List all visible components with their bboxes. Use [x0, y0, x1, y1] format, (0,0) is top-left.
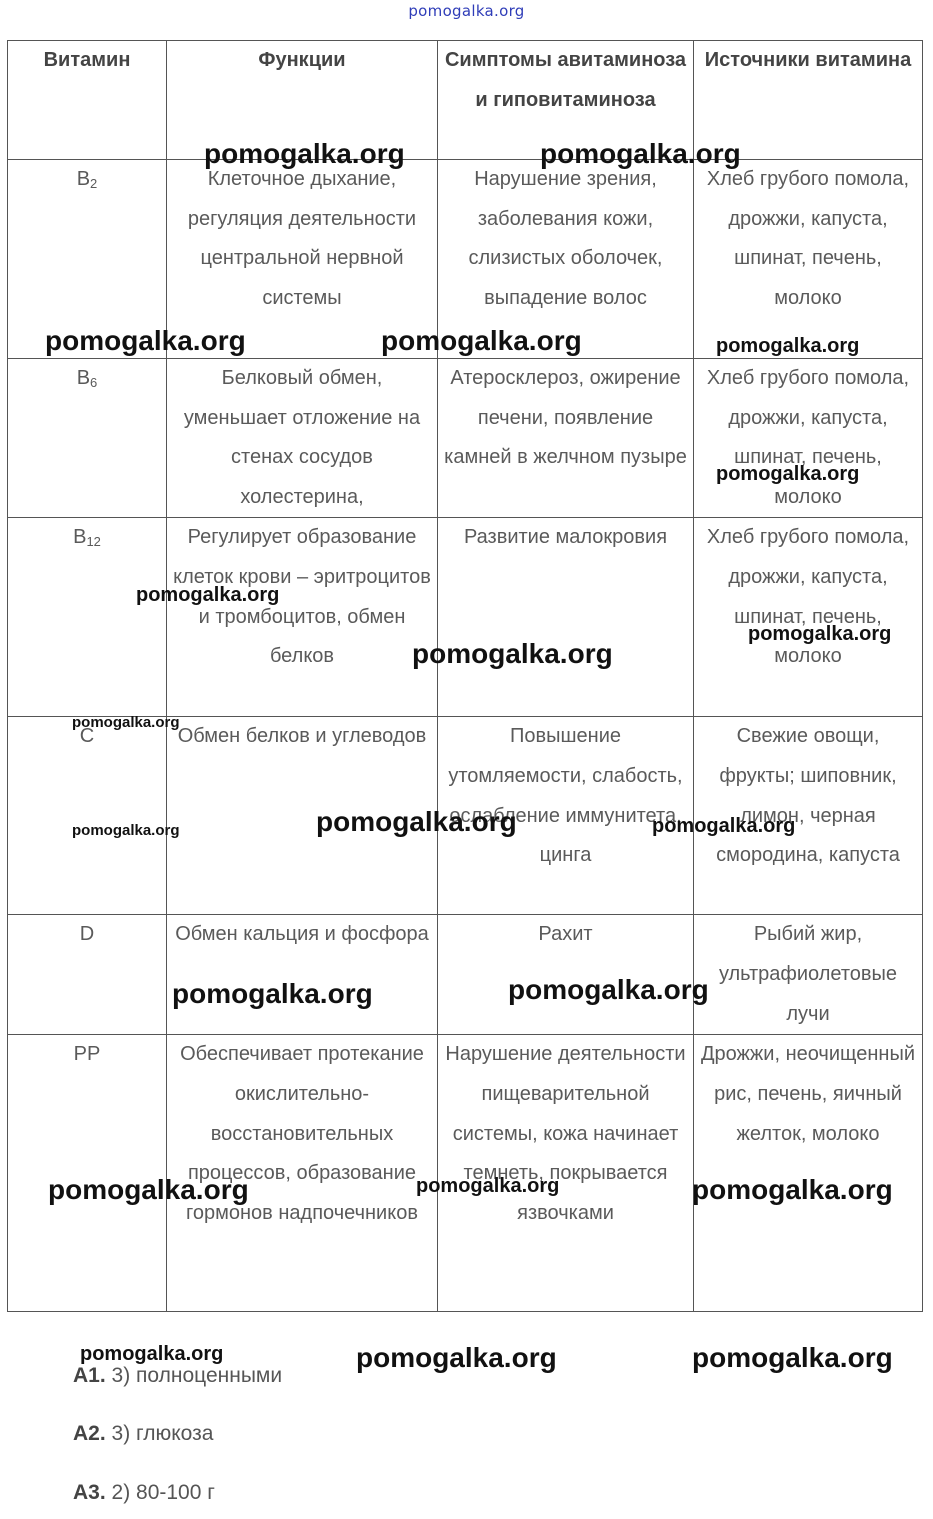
vitamin-cell [8, 915, 167, 1035]
header-symptoms: Симптомы авитаминоза и гиповитаминоза [438, 41, 694, 160]
watermark: pomogalka.org [692, 1342, 893, 1373]
answer-text: 3) полноценными [105, 1364, 283, 1387]
symptoms-cell: Развитие малокровия [438, 518, 694, 717]
sources-cell: Хлеб грубого помола, дрожжи, капуста, шпинат, печень, молоко [694, 359, 923, 518]
sources-cell: Рыбий жир, ультрафиолетовые лучи [694, 915, 923, 1035]
answer-text: 2) 80-100 г [105, 1481, 215, 1504]
functions-cell: Обмен кальция и фосфора [167, 915, 438, 1035]
watermark: pomogalka.org [716, 463, 860, 485]
sources-cell: Хлеб грубого помола, дрожжи, капуста, шпинат, печень, молоко [694, 160, 923, 359]
watermark: pomogalka.org [748, 623, 892, 645]
vitamin-letter: B [76, 367, 91, 389]
sources-cell: Хлеб грубого помола, дрожжи, капуста, шпинат, печень, молоко [694, 518, 923, 717]
answer-a1 [73, 1363, 282, 1389]
answer-label: А1. [73, 1364, 106, 1387]
answer-label: А3. [73, 1481, 106, 1504]
watermark: pomogalka.org [45, 325, 246, 356]
watermark: pomogalka.org [692, 1174, 893, 1205]
vitamin-letter: C [79, 725, 95, 748]
functions-cell: Регулирует образование клеток крови – эритроцитов и тромбоцитов, обмен белков [167, 518, 438, 717]
header-functions: Функции [167, 41, 438, 160]
vitamin-letter: B [73, 526, 87, 549]
functions-cell: Обмен белков и углеводов [167, 717, 438, 915]
header-sources: Источники витамина [694, 41, 923, 160]
watermark: pomogalka.org [540, 138, 741, 169]
watermark: pomogalka.org [508, 974, 709, 1005]
watermark: pomogalka.org [136, 584, 280, 606]
watermark: pomogalka.org [652, 815, 796, 837]
vitamin-cell [8, 518, 167, 717]
watermark: pomogalka.org [72, 714, 180, 731]
vitamin-subscript: 12 [86, 534, 101, 550]
vitamin-letter: B [76, 168, 91, 190]
functions-cell: Клеточное дыхание, регуляция деятельности центральной нервной системы [167, 160, 438, 359]
watermark: pomogalka.org [416, 1175, 560, 1197]
symptoms-cell: Атеросклероз, ожирение печени, появление камней в желчном пузыре [438, 359, 694, 518]
watermark: pomogalka.org [72, 822, 180, 839]
vitamin-cell [8, 717, 167, 915]
symptoms-cell: Нарушение зрения, заболевания кожи, слизистых оболочек, выпадение волос [438, 160, 694, 359]
answer-text: 3) глюкоза [105, 1422, 214, 1445]
watermark: pomogalka.org [356, 1342, 557, 1373]
answer-a2 [73, 1421, 213, 1447]
answer-label: А2. [73, 1422, 106, 1445]
watermark: pomogalka.org [381, 325, 582, 356]
symptoms-cell: Нарушение деятельности пищеварительной системы, кожа начинает темнеть, покрывается язвочками [438, 1035, 694, 1312]
watermark: pomogalka.org [412, 638, 613, 669]
vitamin-cell [8, 359, 167, 518]
vitamin-letter: PP [73, 1043, 101, 1066]
watermark: pomogalka.org [80, 1343, 224, 1365]
watermark: pomogalka.org [204, 138, 405, 169]
answer-a3 [73, 1480, 215, 1506]
watermark: pomogalka.org [48, 1174, 249, 1205]
functions-cell: Белковый обмен, уменьшает отложение на стенах сосудов холестерина, [167, 359, 438, 518]
sources-cell: Дрожжи, неочищенный рис, печень, яичный желток, молоко [694, 1035, 923, 1312]
table-row [8, 518, 923, 717]
table-row [8, 915, 923, 1035]
vitamins-table [7, 40, 923, 1312]
vitamin-subscript: 6 [90, 375, 98, 390]
watermark: pomogalka.org [172, 978, 373, 1009]
symptoms-cell: Рахит [438, 915, 694, 1035]
sources-cell: Свежие овощи, фрукты; шиповник, лимон, черная смородина, капуста [694, 717, 923, 915]
table-header-row [8, 41, 923, 160]
site-header[interactable]: pomogalka.org [408, 2, 525, 20]
table-row [8, 359, 923, 518]
watermark: pomogalka.org [316, 806, 517, 837]
symptoms-cell: Повышение утомляемости, слабость, ослабление иммунитета, цинга [438, 717, 694, 915]
header-vitamin: Витамин [8, 41, 167, 160]
watermark: pomogalka.org [716, 335, 860, 357]
vitamin-letter: D [79, 923, 95, 946]
vitamin-subscript: 2 [90, 176, 98, 191]
functions-cell: Обеспечивает протекание окислительно-восстановительных процессов, образование гормонов надпочечников [167, 1035, 438, 1312]
